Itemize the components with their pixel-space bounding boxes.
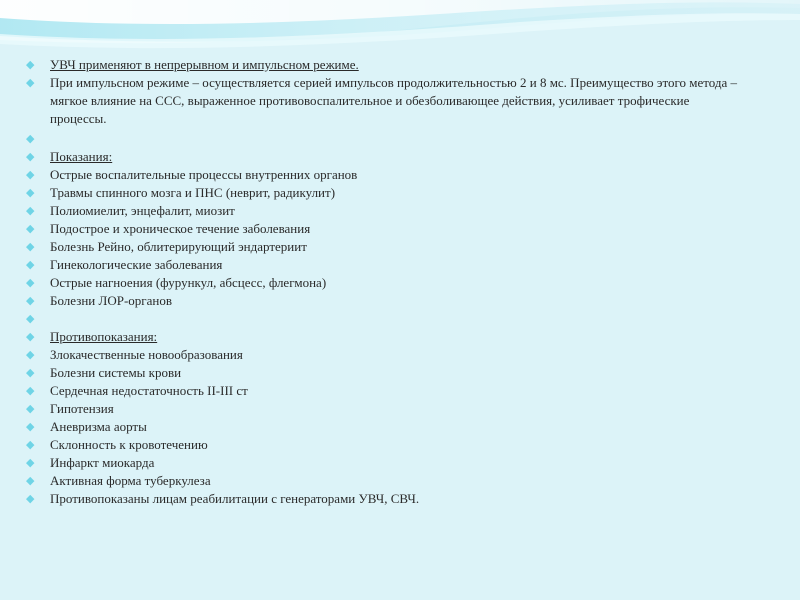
section-heading: УВЧ применяют в непрерывном и импульсном режиме. [50, 57, 359, 72]
bullet-diamond-icon: ◆ [26, 313, 35, 325]
bullet-diamond-icon: ◆ [26, 331, 35, 343]
list-item-text [50, 131, 53, 146]
list-item [26, 202, 746, 220]
bullet-diamond-icon: ◆ [26, 59, 35, 71]
list-item-text: Противопоказаны лицам реабилитации с генераторами УВЧ, СВЧ. [50, 491, 420, 506]
list-item-text: Болезни ЛОР-органов [50, 293, 172, 308]
list-item [26, 148, 746, 166]
section-heading: Противопоказания: [50, 329, 158, 344]
list-item-text: Болезнь Рейно, облитерирующий эндартериит [50, 239, 307, 254]
bullet-diamond-icon: ◆ [26, 349, 35, 361]
bullet-diamond-icon: ◆ [26, 259, 35, 271]
bullet-diamond-icon: ◆ [26, 457, 35, 469]
list-item [26, 292, 746, 310]
bullet-diamond-icon: ◆ [26, 367, 35, 379]
bullet-diamond-icon: ◆ [26, 205, 35, 217]
bullet-diamond-icon: ◆ [26, 277, 35, 289]
list-item [26, 56, 746, 74]
bullet-diamond-icon: ◆ [26, 169, 35, 181]
bullet-list [26, 56, 746, 508]
list-item [26, 238, 746, 256]
list-item [26, 454, 746, 472]
list-item-text: Сердечная недостаточность II-III ст [50, 383, 248, 398]
list-item-text: Острые нагноения (фурункул, абсцесс, флегмона) [50, 275, 327, 290]
list-item-text: Травмы спинного мозга и ПНС (неврит, радикулит) [50, 185, 336, 200]
list-item [26, 472, 746, 490]
list-item [26, 490, 746, 508]
bullet-diamond-icon: ◆ [26, 493, 35, 505]
list-item [26, 74, 746, 128]
list-item [26, 256, 746, 274]
list-item [26, 418, 746, 436]
list-item [26, 400, 746, 418]
bullet-diamond-icon: ◆ [26, 223, 35, 235]
list-item-text: Полиомиелит, энцефалит, миозит [50, 203, 235, 218]
section-heading: Показания: [50, 149, 113, 164]
list-item [26, 220, 746, 238]
bullet-diamond-icon: ◆ [26, 421, 35, 433]
list-item-text: Активная форма туберкулеза [50, 473, 211, 488]
list-item [26, 382, 746, 400]
list-item-text: Гинекологические заболевания [50, 257, 223, 272]
list-item-text: Инфаркт миокарда [50, 455, 155, 470]
list-item [26, 364, 746, 382]
list-item-text: Злокачественные новообразования [50, 347, 243, 362]
list-item [26, 184, 746, 202]
bullet-diamond-icon: ◆ [26, 403, 35, 415]
list-item-text: При импульсном режиме – осуществляется серией импульсов продолжительностью 2 и 8 мс. Преимущество этого метода – мягкое влияние на ССС, выраженное противовоспалительное и обезболивающее действия, усиливает трофические процессы. [50, 75, 737, 126]
list-item [26, 166, 746, 184]
bullet-diamond-icon: ◆ [26, 133, 35, 145]
bullet-diamond-icon: ◆ [26, 187, 35, 199]
list-item [26, 130, 746, 148]
list-item-text: Аневризма аорты [50, 419, 147, 434]
bullet-diamond-icon: ◆ [26, 77, 35, 89]
list-item [26, 328, 746, 346]
list-item-text [50, 311, 53, 326]
list-item-text: Острые воспалительные процессы внутренних органов [50, 167, 358, 182]
list-item [26, 310, 746, 328]
bullet-diamond-icon: ◆ [26, 439, 35, 451]
bullet-diamond-icon: ◆ [26, 475, 35, 487]
bullet-diamond-icon: ◆ [26, 295, 35, 307]
list-item [26, 436, 746, 454]
bullet-diamond-icon: ◆ [26, 151, 35, 163]
list-item [26, 346, 746, 364]
bullet-diamond-icon: ◆ [26, 241, 35, 253]
list-item [26, 274, 746, 292]
list-item-text: Подострое и хроническое течение заболевания [50, 221, 311, 236]
list-item-text: Гипотензия [50, 401, 114, 416]
list-item-text: Болезни системы крови [50, 365, 182, 380]
list-item-text: Склонность к кровотечению [50, 437, 208, 452]
bullet-diamond-icon: ◆ [26, 385, 35, 397]
